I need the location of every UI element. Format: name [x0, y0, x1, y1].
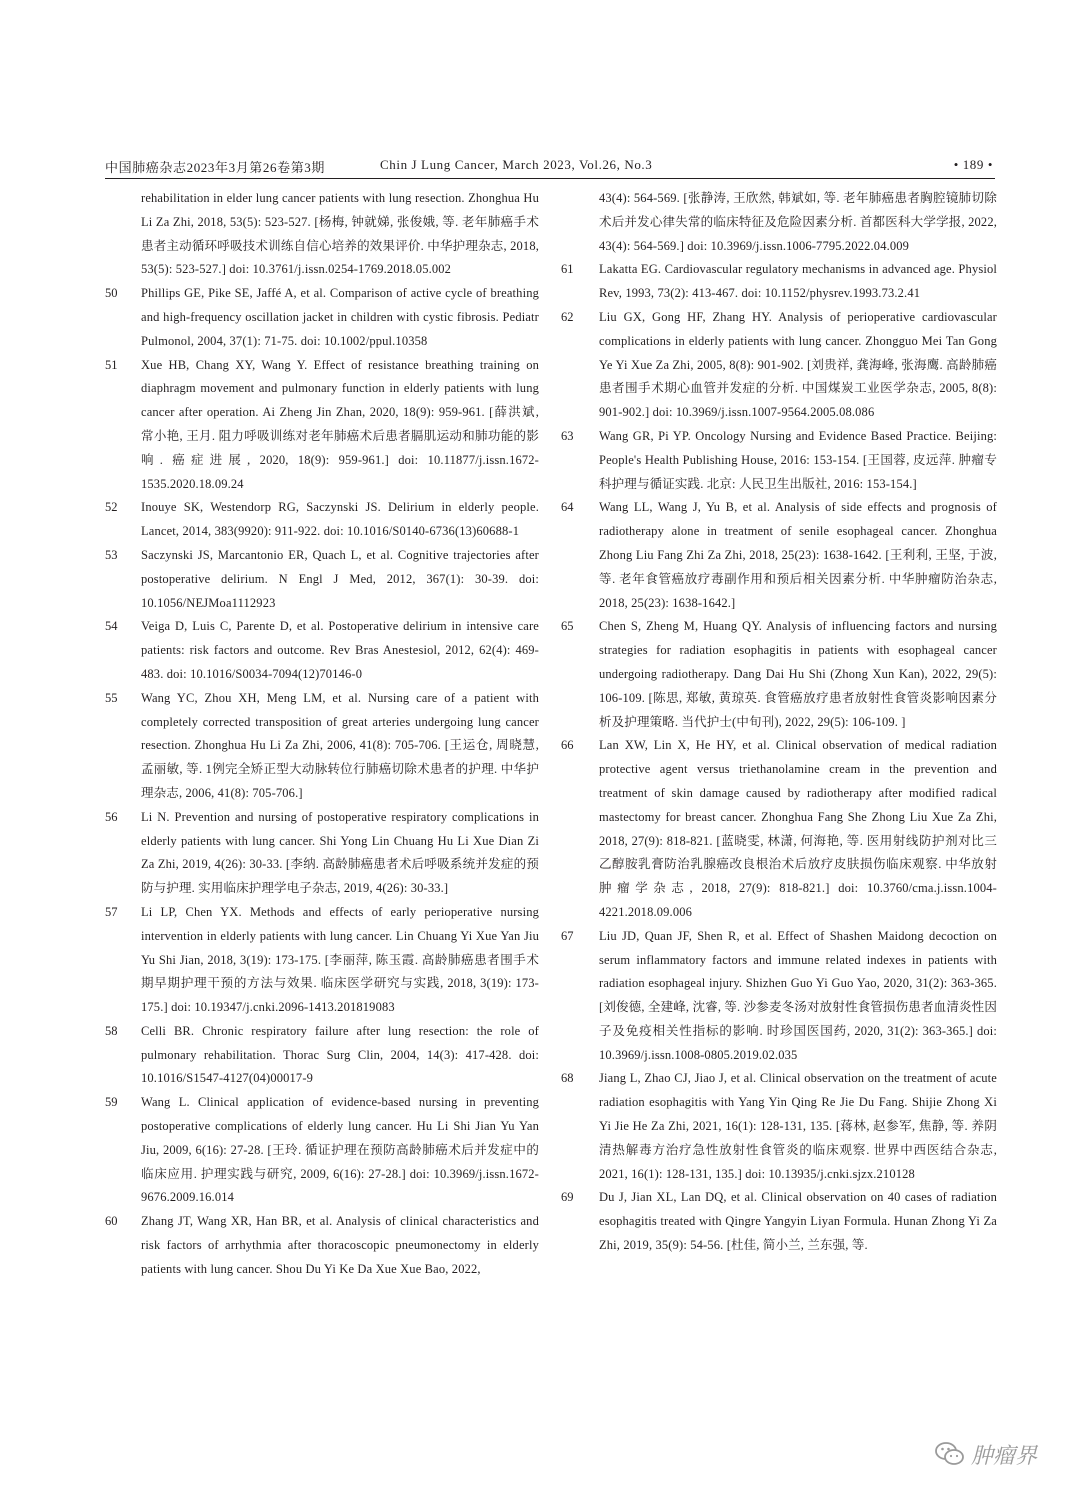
reference-text: Xue HB, Chang XY, Wang Y. Effect of resistance breathing training on diaphragm movement and pulmonary function in elderly patients with lung cancer after operation. Ai Zheng Jin Zhan, 2020, 18(9): 959-961. [薛洪斌, 常小艳, 王月. 阻力呼吸训练对老年肺癌术后患者膈肌运动和肺功能的影响. 癌症进展, 2020, 18(9): 959-961.] doi: 10.11877/j.issn.1672-1535.2020.18.09.24 [141, 357, 539, 491]
reference-number: 58 [105, 1023, 118, 1038]
reference-text: Liu JD, Quan JF, Shen R, et al. Effect of Shashen Maidong decoction on serum inflammatory factors and immune related indexes in patients with radiation esophageal injury. Shizhen Guo Yi Guo Yao, 2020, 31(2): 363-365. [刘俊德, 全建峰, 沈睿, 等. 沙参麦冬汤对放射性食管损伤患者血清炎性因子及免疫相关性指标的影响. 时珍国医国药, 2020, 31(2): 363-365.] doi: 10.3969/j.issn.1008-0805.2019.02.035 [599, 928, 997, 1062]
reference-text: Wang L. Clinical application of evidence-based nursing in preventing postoperative complications of elderly lung cancer. Hu Li Shi Jian Yu Yan Jiu, 2009, 6(16): 27-28. [王玲. 循证护理在预防高龄肺癌术后并发症中的临床应用. 护理实践与研究, 2009, 6(16): 27-28.] doi: 10.3969/j.issn.1672-9676.2009.16.014 [141, 1095, 539, 1205]
journal-name-cn: 中国肺癌杂志2023年3月第26卷第3期 [105, 160, 325, 175]
wechat-icon [935, 1441, 965, 1467]
journal-name-en: Chin J Lung Cancer, March 2023, Vol.26, No.3 [380, 157, 653, 172]
reference-number: 61 [561, 262, 574, 277]
reference-item [561, 496, 997, 615]
reference-item [561, 615, 997, 734]
reference-number: 57 [105, 904, 118, 919]
reference-text: Liu GX, Gong HF, Zhang HY. Analysis of perioperative cardiovascular complications in elderly patients with lung cancer. Zhongguo Mei Tan Gong Ye Yi Xue Za Zhi, 2005, 8(8): 901-902. [刘贵祥, 龚海峰, 张海鹰. 高龄肺癌患者围手术期心血管并发症的分析. 中国煤炭工业医学杂志, 2005, 8(8): 901-902.] doi: 10.3969/j.issn.1007-9564.2005.08.086 [599, 309, 997, 420]
reference-text: rehabilitation in elder lung cancer patients with lung resection. Zhonghua Hu Li Za Zhi, 2018, 53(5): 523-527. [杨梅, 钟就娣, 张俊娥, 等. 老年肺癌手术患者主动循环呼吸技术训练自信心培养的效果评价. 中华护理杂志, 2018, 53(5): 523-527.] doi: 10.3761/j.issn.0254-1769.2018.05.002 [141, 191, 539, 277]
reference-item [561, 258, 997, 306]
reference-number: 54 [105, 619, 118, 634]
right-column [561, 187, 997, 1258]
reference-text: Inouye SK, Westendorp RG, Saczynski JS. Delirium in elderly people. Lancet, 2014, 383(9920): 911-922. doi: 10.1016/S0140-6736(13)60688-1 [141, 500, 539, 539]
reference-number: 56 [105, 809, 118, 824]
left-column [105, 187, 539, 1282]
reference-number: 52 [105, 500, 118, 515]
reference-text: Phillips GE, Pike SE, Jaffé A, et al. Comparison of active cycle of breathing and high-frequency oscillation jacket in children with cystic fibrosis. Pediatr Pulmonol, 2004, 37(1): 71-75. doi: 10.1002/ppul.10358 [141, 286, 539, 348]
reference-text: Lakatta EG. Cardiovascular regulatory mechanisms in advanced age. Physiol Rev, 1993, 73(2): 413-467. doi: 10.1152/physrev.1993.73.2.41 [599, 262, 997, 301]
reference-number: 59 [105, 1095, 118, 1110]
reference-item [105, 544, 539, 615]
reference-text: Lan XW, Lin X, He HY, et al. Clinical observation of medical radiation protective agent versus triethanolamine cream in the prevention and treatment of skin damage caused by radiotherapy after modified radical mastectomy for breast cancer. Zhonghua Fang She Zhong Liu Xue Za Zhi, 2018, 27(9): 818-821. [蓝晓雯, 林潇, 何海艳, 等. 医用射线防护剂对比三乙醇胺乳膏防治乳腺癌改良根治术后放疗皮肤损伤临床观察. 中华放射肿瘤学杂志, 2018, 27(9): 818-821.] doi: 10.3760/cma.j.issn.1004-4221.2018.09.006 [599, 738, 997, 919]
reference-item [105, 1091, 539, 1210]
reference-item [105, 1210, 539, 1281]
reference-number: 65 [561, 619, 574, 634]
reference-number: 64 [561, 500, 574, 515]
reference-item [105, 806, 539, 901]
reference-number: 55 [105, 690, 118, 705]
reference-text: Wang GR, Pi YP. Oncology Nursing and Evidence Based Practice. Beijing: People's Health Publishing House, 2016: 153-154. [王国蓉, 皮远萍. 肿瘤专科护理与循证实践. 北京: 人民卫生出版社, 2016: 153-154.] [599, 428, 997, 491]
reference-item [105, 496, 539, 544]
header-rule [105, 178, 995, 179]
reference-item [561, 1067, 997, 1186]
running-header [105, 157, 993, 177]
reference-item [561, 425, 997, 496]
reference-text: Wang YC, Zhou XH, Meng LM, et al. Nursing care of a patient with completely corrected transposition of great arteries undergoing lung cancer resection. Zhonghua Hu Li Za Zhi, 2006, 41(8): 705-706. [王运仓, 周晓慧, 孟丽敏, 等. 1例完全矫正型大动脉转位行肺癌切除术患者的护理. 中华护理杂志, 2006, 41(8): 705-706.] [141, 690, 539, 800]
reference-item [561, 734, 997, 924]
reference-number: 50 [105, 286, 118, 301]
reference-number: 60 [105, 1214, 118, 1229]
page-number: • 189 • [953, 157, 993, 172]
reference-item [561, 306, 997, 425]
reference-text: Veiga D, Luis C, Parente D, et al. Postoperative delirium in intensive care patients: risk factors and outcome. Rev Bras Anestesiol, 2012, 62(4): 469-483. doi: 10.1016/S0034-7094(12)70146-0 [141, 619, 539, 681]
reference-text: Chen S, Zheng M, Huang QY. Analysis of influencing factors and nursing strategies for radiation esophagitis in patients with esophageal cancer undergoing radiotherapy. Dang Dai Hu Shi (Zhong Xun Kan), 2022, 29(5): 106-109. [陈思, 郑敏, 黄琼英. 食管癌放疗患者放射性食管炎影响因素分析及护理策略. 当代护士(中旬刊), 2022, 29(5): 106-109. ] [599, 619, 997, 729]
reference-number: 67 [561, 928, 574, 943]
reference-text: Li LP, Chen YX. Methods and effects of early perioperative nursing intervention in elderly patients with lung cancer. Lin Chuang Yi Xue Yan Jiu Yu Shi Jian, 2018, 3(19): 173-175. [李丽萍, 陈玉霞. 高龄肺癌患者围手术期早期护理干预的方法与效果. 临床医学研究与实践, 2018, 3(19): 173-175.] doi: 10.19347/j.cnki.2096-1413.201819083 [141, 904, 539, 1015]
reference-number: 62 [561, 309, 574, 324]
reference-number: 63 [561, 428, 574, 443]
reference-number: 51 [105, 357, 118, 372]
reference-item [105, 687, 539, 806]
reference-item [561, 925, 997, 1068]
reference-item [105, 282, 539, 353]
reference-item [561, 1186, 997, 1257]
reference-number: 53 [105, 547, 118, 562]
reference-text: Jiang L, Zhao CJ, Jiao J, et al. Clinical observation on the treatment of acute radiation esophagitis with Yang Yin Qing Re Jie Du Fang. Shijie Zhong Xi Yi Jie He Za Zhi, 2021, 16(1): 128-131, 135. [蒋林, 赵参军, 焦静, 等. 养阴清热解毒方治疗急性放射性食管炎的临床观察. 世界中西医结合杂志, 2021, 16(1): 128-131, 135.] doi: 10.13935/j.cnki.sjzx.210128 [599, 1071, 997, 1181]
reference-item [105, 354, 539, 497]
reference-item [105, 1020, 539, 1091]
watermark-text: 肿瘤界 [971, 1443, 1038, 1469]
reference-text: 43(4): 564-569. [张静涛, 王欣然, 韩斌如, 等. 老年肺癌患者胸腔镜肺切除术后并发心律失常的临床特征及危险因素分析. 首都医科大学学报, 2022, 43(4): 564-569.] doi: 10.3969/j.issn.1006-7795.2022.04.009 [599, 191, 997, 253]
reference-number: 68 [561, 1071, 574, 1086]
reference-text: Celli BR. Chronic respiratory failure after lung resection: the role of pulmonary rehabilitation. Thorac Surg Clin, 2004, 14(3): 417-428. doi: 10.1016/S1547-4127(04)00017-9 [141, 1023, 539, 1086]
reference-item [105, 187, 539, 282]
reference-item [105, 901, 539, 1020]
reference-text: Wang LL, Wang J, Yu B, et al. Analysis of side effects and prognosis of radiotherapy alone in treatment of senile esophageal cancer. Zhonghua Zhong Liu Fang Zhi Za Zhi, 2018, 25(23): 1638-1642. [王利利, 王坚, 于波, 等. 老年食管癌放疗毒副作用和预后相关因素分析. 中华肿瘤防治杂志, 2018, 25(23): 1638-1642.] [599, 500, 997, 610]
reference-text: Saczynski JS, Marcantonio ER, Quach L, et al. Cognitive trajectories after postoperative delirium. N Engl J Med, 2012, 367(1): 30-39. doi: 10.1056/NEJMoa1112923 [141, 547, 539, 610]
reference-item [105, 615, 539, 686]
reference-number: 66 [561, 738, 574, 753]
reference-text: Zhang JT, Wang XR, Han BR, et al. Analysis of clinical characteristics and risk factors of arrhythmia after thoracoscopic pneumonectomy in elderly patients with lung cancer. Shou Du Yi Ke Da Xue Xue Bao, 2022, [141, 1214, 539, 1276]
reference-number: 69 [561, 1190, 574, 1205]
watermark [935, 1434, 1037, 1474]
reference-text: Du J, Jian XL, Lan DQ, et al. Clinical observation on 40 cases of radiation esophagitis treated with Qingre Yangyin Liyan Formula. Hunan Zhong Yi Za Zhi, 2019, 35(9): 54-56. [杜佳, 简小兰, 兰东强, 等. [599, 1190, 997, 1253]
reference-item [561, 187, 997, 258]
reference-text: Li N. Prevention and nursing of postoperative respiratory complications in elderly patients with lung cancer. Shi Yong Lin Chuang Hu Li Xue Dian Zi Za Zhi, 2019, 4(26): 30-33. [李纳. 高龄肺癌患者术后呼吸系统并发症的预防与护理. 实用临床护理学电子杂志, 2019, 4(26): 30-33.] [141, 809, 539, 896]
